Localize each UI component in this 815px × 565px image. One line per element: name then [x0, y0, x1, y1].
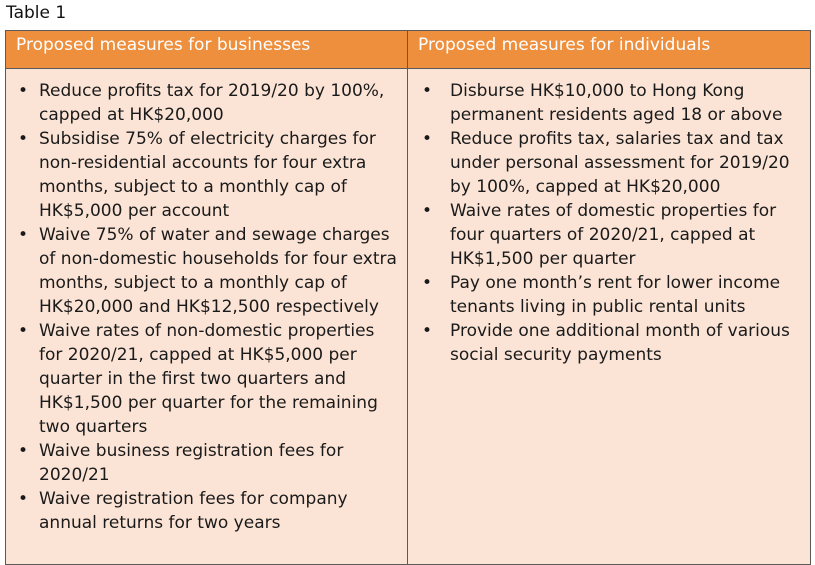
- list-item-text: Reduce profits tax for 2019/20 by 100%, capped at HK$20,000: [39, 81, 385, 125]
- list-item-text: Waive registration fees for company annual returns for two years: [39, 489, 348, 533]
- businesses-list: [6, 79, 403, 535]
- list-item: [408, 271, 806, 319]
- list-item-text: Waive business registration fees for 2020/21: [39, 441, 344, 485]
- bullet-icon: •: [18, 321, 29, 341]
- list-item: [408, 79, 806, 127]
- table-header-row: [6, 31, 811, 69]
- list-item: [6, 127, 403, 223]
- businesses-cell: [6, 69, 408, 565]
- list-item-text: Disburse HK$10,000 to Hong Kong permanent residents aged 18 or above: [450, 81, 783, 125]
- individuals-list: [408, 79, 806, 367]
- list-item: [6, 439, 403, 487]
- list-item-text: Provide one additional month of various social security payments: [450, 321, 790, 365]
- table-body-row: [6, 69, 811, 565]
- list-item: [6, 223, 403, 319]
- list-item-text: Waive 75% of water and sewage charges of non-domestic households for four extra months, subject to a monthly cap of HK$20,000 and HK$12,500 respectively: [39, 225, 397, 317]
- header-individuals: Proposed measures for individuals: [408, 31, 811, 69]
- list-item-text: Pay one month’s rent for lower income tenants living in public rental units: [450, 273, 781, 317]
- list-item-text: Reduce profits tax, salaries tax and tax under personal assessment for 2019/20 by 100%, capped at HK$20,000: [450, 129, 790, 197]
- table-caption: Table 1: [6, 3, 67, 23]
- list-item: [6, 79, 403, 127]
- list-item: [408, 127, 806, 199]
- list-item: [6, 487, 403, 535]
- list-item: [408, 199, 806, 271]
- bullet-icon: •: [422, 321, 433, 341]
- individuals-cell: [408, 69, 811, 565]
- bullet-icon: •: [422, 81, 433, 101]
- bullet-icon: •: [422, 201, 433, 221]
- measures-table: [5, 30, 811, 565]
- bullet-icon: •: [422, 129, 433, 149]
- list-item-text: Waive rates of domestic properties for four quarters of 2020/21, capped at HK$1,500 per quarter: [450, 201, 777, 269]
- list-item-text: Subsidise 75% of electricity charges for non-residential accounts for four extra months, subject to a monthly cap of HK$5,000 per account: [39, 129, 376, 221]
- bullet-icon: •: [422, 273, 433, 293]
- bullet-icon: •: [18, 225, 29, 245]
- list-item: [408, 319, 806, 367]
- bullet-icon: •: [18, 81, 29, 101]
- bullet-icon: •: [18, 489, 29, 509]
- bullet-icon: •: [18, 129, 29, 149]
- bullet-icon: •: [18, 441, 29, 461]
- list-item-text: Waive rates of non-domestic properties for 2020/21, capped at HK$5,000 per quarter in the first two quarters and HK$1,500 per quarter for the remaining two quarters: [39, 321, 378, 437]
- header-businesses: Proposed measures for businesses: [6, 31, 408, 69]
- list-item: [6, 319, 403, 439]
